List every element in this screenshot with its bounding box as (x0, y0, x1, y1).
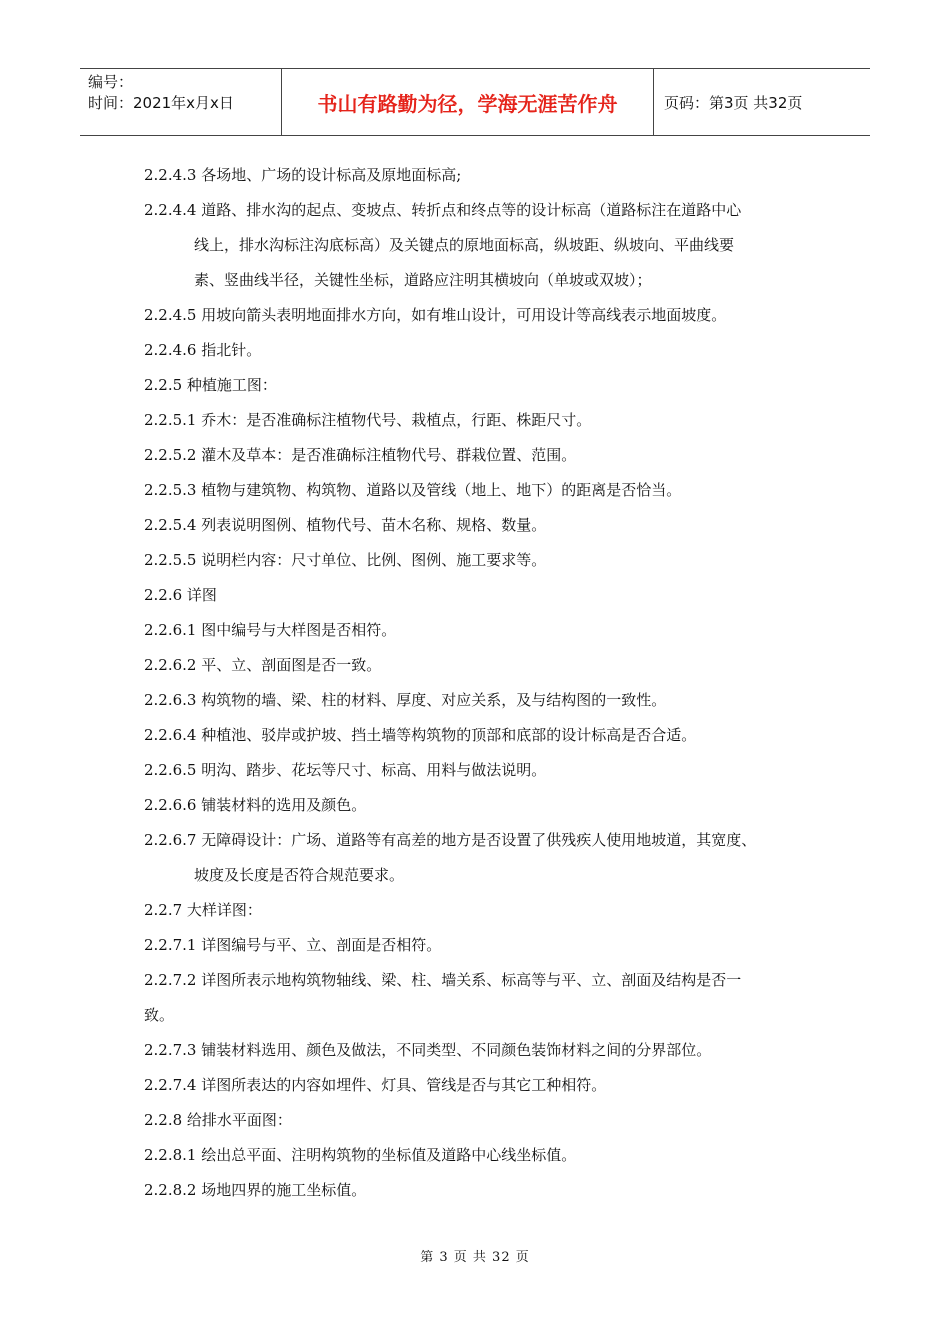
number-label: 编号： (88, 73, 134, 91)
body-line: 2.2.6.5 明沟、踏步、花坛等尺寸、标高、用料与做法说明。 (144, 761, 547, 779)
body-line: 2.2.8.1 绘出总平面、注明构筑物的坐标值及道路中心线坐标值。 (144, 1146, 577, 1164)
body-line: 2.2.8 给排水平面图： (144, 1111, 292, 1129)
body-line: 素、竖曲线半径，关键性坐标，道路应注明其横坡向（单坡或双坡）； (194, 271, 652, 289)
body-line: 2.2.5.5 说明栏内容：尺寸单位、比例、图例、施工要求等。 (144, 551, 547, 569)
body-line: 2.2.6.2 平、立、剖面图是否一致。 (144, 656, 382, 674)
body-line: 2.2.5.1 乔木：是否准确标注植物代号、栽植点，行距、株距尺寸。 (144, 411, 592, 429)
body-line: 2.2.6 详图 (144, 586, 217, 604)
body-line: 线上，排水沟标注沟底标高）及关键点的原地面标高，纵坡距、纵坡向、平曲线要 (194, 236, 735, 254)
body-line: 2.2.5 种植施工图： (144, 376, 277, 394)
document-body (144, 158, 824, 1208)
body-line: 2.2.7.4 详图所表达的内容如埋件、灯具、管线是否与其它工种相符。 (144, 1076, 607, 1094)
time-label: 时间：2021年x月x日 (88, 94, 234, 112)
body-line: 2.2.6.3 构筑物的墙、梁、柱的材料、厚度、对应关系，及与结构图的一致性。 (144, 691, 667, 709)
body-line: 2.2.4.4 道路、排水沟的起点、变坡点、转折点和终点等的设计标高（道路标注在道路中心 (144, 201, 742, 219)
body-line: 2.2.7 大样详图： (144, 901, 262, 919)
body-line: 2.2.5.4 列表说明图例、植物代号、苗木名称、规格、数量。 (144, 516, 547, 534)
body-line: 2.2.5.3 植物与建筑物、构筑物、道路以及管线（地上、地下）的距离是否恰当。 (144, 481, 682, 499)
body-line: 2.2.4.3 各场地、广场的设计标高及原地面标高; (144, 166, 462, 184)
body-line: 2.2.4.5 用坡向箭头表明地面排水方向，如有堆山设计，可用设计等高线表示地面坡度。 (144, 306, 727, 324)
body-line: 2.2.4.6 指北针。 (144, 341, 262, 359)
body-line: 2.2.6.4 种植池、驳岸或护坡、挡土墙等构筑物的顶部和底部的设计标高是否合适。 (144, 726, 697, 744)
body-line: 2.2.5.2 灌木及草本：是否准确标注植物代号、群栽位置、范围。 (144, 446, 577, 464)
page-footer: 第 3 页 共 32 页 (420, 1250, 530, 1265)
header-meta (80, 69, 281, 135)
header-motto: 书山有路勤为径，学海无涯苦作舟 (281, 69, 654, 135)
body-line: 2.2.6.1 图中编号与大样图是否相符。 (144, 621, 397, 639)
header-page-info: 页码：第3页 共32页 (664, 93, 803, 112)
body-line: 坡度及长度是否符合规范要求。 (194, 866, 405, 884)
body-line: 2.2.8.2 场地四界的施工坐标值。 (144, 1181, 367, 1199)
page-header (80, 68, 870, 136)
body-line: 2.2.6.6 铺装材料的选用及颜色。 (144, 796, 367, 814)
body-line: 致。 (144, 1006, 175, 1024)
body-line: 2.2.7.2 详图所表示地构筑物轴线、梁、柱、墙关系、标高等与平、立、剖面及结构是否一 (144, 971, 742, 989)
body-line: 2.2.7.1 详图编号与平、立、剖面是否相符。 (144, 936, 442, 954)
body-line: 2.2.7.3 铺装材料选用、颜色及做法，不同类型、不同颜色装饰材料之间的分界部位。 (144, 1041, 712, 1059)
body-line: 2.2.6.7 无障碍设计：广场、道路等有高差的地方是否设置了供残疾人使用地坡道，其宽度、 (144, 831, 757, 849)
